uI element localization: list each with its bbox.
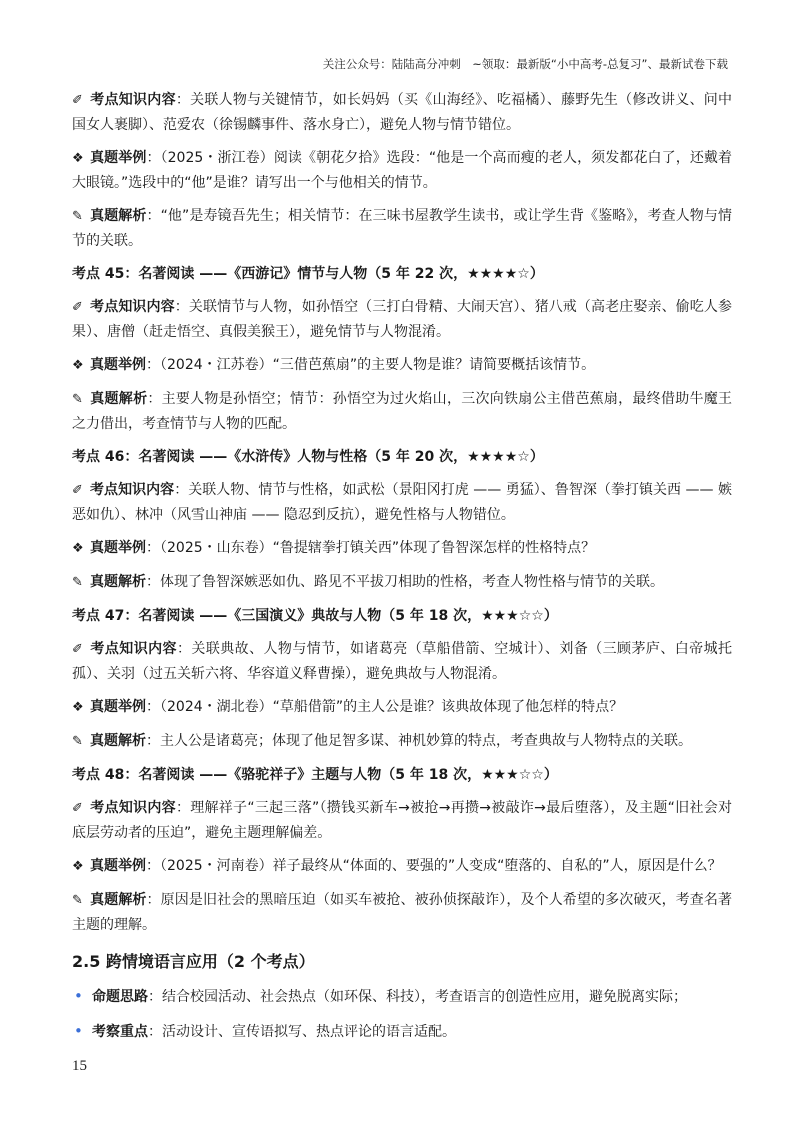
block-label: 真题解析 bbox=[90, 574, 146, 590]
block-text: ：关联人物与关键情节，如长妈妈（买《山海经》、吃福橘）、藤野先生（修改讲义、问中国女人裹脚）、范爱农（徐锡麟事件、落水身亡），避免人物与情节错位。 bbox=[72, 92, 732, 133]
example-block bbox=[72, 536, 732, 561]
block-text: ：（2024・湖北卷）“草船借箭”的主人公是谁？该典故体现了他怎样的特点？ bbox=[146, 699, 624, 715]
section-title: 2.5 跨情境语言应用（2 个考点） bbox=[72, 952, 315, 971]
block-label: 考点知识内容 bbox=[90, 299, 175, 315]
block-text: ：（2025・山东卷）“鲁提辖拳打镇关西”体现了鲁智深怎样的性格特点？ bbox=[146, 540, 596, 556]
topic-heading: 考点 48：名著阅读 ——《骆驼祥子》主题与人物（5 年 18 次，★★★☆☆） bbox=[72, 767, 558, 783]
block-label: 考点知识内容 bbox=[90, 800, 176, 816]
block-text: ：关联情节与人物，如孙悟空（三打白骨精、大闹天宫）、猪八戒（高老庄娶亲、偷吃人参果）、唐僧（赶走悟空、真假美猴王），避免情节与人物混淆。 bbox=[72, 299, 733, 340]
block-text: ：理解祥子“三起三落”（攒钱买新车→被抢→再攒→被敲诈→最后堕落），及主题“旧社会对底层劳动者的压迫”，避免主题理解偏差。 bbox=[72, 800, 733, 841]
block-label: 考点知识内容 bbox=[90, 92, 176, 108]
bullet-list bbox=[72, 984, 732, 1044]
page-header: 关注公众号：陆陆高分冲刺 ~领取：最新版“小中高考-总复习”、最新试卷下载 bbox=[322, 57, 728, 71]
pencil-icon: ✐ bbox=[72, 93, 83, 108]
block-label: 考点知识内容 bbox=[90, 641, 177, 657]
analysis-block bbox=[72, 204, 732, 253]
pencil-icon: ✐ bbox=[72, 801, 83, 816]
block-label: 真题举例 bbox=[90, 699, 146, 715]
block-text: ：原因是旧社会的黑暗压迫（如买车被抢、被孙侦探敲诈），及个人希望的多次破灭，考查名著主题的理解。 bbox=[72, 892, 733, 933]
bullet-dot-icon: • bbox=[74, 1022, 83, 1040]
analysis-block bbox=[72, 729, 732, 754]
bullet-label: 命题思路 bbox=[92, 989, 148, 1005]
diamond-icon: ❖ bbox=[72, 541, 84, 556]
block-text: ：体现了鲁智深嫉恶如仇、路见不平拔刀相助的性格，考查人物性格与情节的关联。 bbox=[146, 574, 664, 590]
pencil-icon: ✐ bbox=[72, 300, 83, 315]
block-label: 真题举例 bbox=[90, 540, 146, 556]
block-label: 真题解析 bbox=[90, 391, 148, 407]
diamond-icon: ❖ bbox=[72, 700, 84, 715]
analysis-block bbox=[72, 570, 732, 595]
diamond-icon: ❖ bbox=[72, 151, 84, 166]
block-text: ：主要人物是孙悟空；情节：孙悟空为过火焰山，三次向铁扇公主借芭蕉扇，最终借助牛魔王之力借出，考查情节与人物的匹配。 bbox=[72, 391, 733, 432]
knowledge-block bbox=[72, 796, 732, 845]
content-blocks bbox=[72, 88, 732, 937]
block-label: 真题解析 bbox=[90, 892, 147, 908]
block-label: 真题解析 bbox=[90, 208, 147, 224]
knowledge-block bbox=[72, 88, 732, 137]
knowledge-block bbox=[72, 637, 732, 686]
pencil-icon: ✐ bbox=[72, 483, 83, 498]
bullet-text: ：结合校园活动、社会热点（如环保、科技），考查语言的创造性应用，避免脱离实际； bbox=[148, 989, 687, 1005]
page-content bbox=[72, 88, 732, 1054]
block-label: 真题解析 bbox=[90, 733, 146, 749]
block-text: ：（2024・江苏卷）“三借芭蕉扇”的主要人物是谁？请简要概括该情节。 bbox=[146, 357, 596, 373]
block-text: ：（2025・浙江卷）阅读《朝花夕拾》选段：“他是一个高而瘦的老人，须发都花白了，还戴着大眼镜。”选段中的“他”是谁？请写出一个与他相关的情节。 bbox=[72, 150, 733, 191]
bullet-text: ：活动设计、宣传语拟写、热点评论的语言适配。 bbox=[148, 1024, 456, 1040]
bullet-item bbox=[72, 1019, 732, 1044]
diamond-icon: ❖ bbox=[72, 859, 84, 874]
block-text: ：主人公是诸葛亮；体现了他足智多谋、神机妙算的特点，考查典故与人物特点的关联。 bbox=[146, 733, 692, 749]
block-label: 真题举例 bbox=[90, 357, 146, 373]
block-text: ：（2025・河南卷）祥子最终从“体面的、要强的”人变成“堕落的、自私的”人，原因是什么？ bbox=[146, 858, 722, 874]
pen-icon: ✎ bbox=[72, 209, 83, 224]
block-text: ：关联典故、人物与情节，如诸葛亮（草船借箭、空城计）、刘备（三顾茅庐、白帝城托孤）、关羽（过五关斩六将、华容道义释曹操），避免典故与人物混淆。 bbox=[72, 641, 733, 682]
pen-icon: ✎ bbox=[72, 575, 83, 590]
block-text: ：关联人物、情节与性格，如武松（景阳冈打虎 —— 勇猛）、鲁智深（拳打镇关西 —— 嫉恶如仇）、林冲（风雪山神庙 —— 隐忍到反抗），避免性格与人物错位。 bbox=[72, 482, 732, 523]
block-label: 真题举例 bbox=[90, 858, 146, 874]
example-block bbox=[72, 353, 732, 378]
knowledge-block bbox=[72, 295, 732, 344]
pencil-icon: ✐ bbox=[72, 642, 83, 657]
page-number: 15 bbox=[72, 1058, 87, 1074]
bullet-label: 考察重点 bbox=[92, 1024, 148, 1040]
example-block bbox=[72, 146, 732, 195]
topic-heading: 考点 45：名著阅读 ——《西游记》情节与人物（5 年 22 次，★★★★☆） bbox=[72, 266, 544, 282]
knowledge-block bbox=[72, 478, 732, 527]
bullet-item bbox=[72, 984, 732, 1009]
example-block bbox=[72, 695, 732, 720]
block-text: ：“他”是寿镜吾先生；相关情节：在三味书屋教学生读书，或让学生背《鉴略》，考查人物与情节的关联。 bbox=[72, 208, 732, 249]
pen-icon: ✎ bbox=[72, 392, 83, 407]
analysis-block bbox=[72, 888, 732, 937]
topic-heading: 考点 46：名著阅读 ——《水浒传》人物与性格（5 年 20 次，★★★★☆） bbox=[72, 449, 544, 465]
block-label: 考点知识内容 bbox=[90, 482, 175, 498]
analysis-block bbox=[72, 387, 732, 436]
topic-heading: 考点 47：名著阅读 ——《三国演义》典故与人物（5 年 18 次，★★★☆☆） bbox=[72, 608, 558, 624]
pen-icon: ✎ bbox=[72, 893, 83, 908]
bullet-dot-icon: • bbox=[74, 987, 83, 1005]
diamond-icon: ❖ bbox=[72, 358, 84, 373]
block-label: 真题举例 bbox=[90, 150, 147, 166]
example-block bbox=[72, 854, 732, 879]
pen-icon: ✎ bbox=[72, 734, 83, 749]
